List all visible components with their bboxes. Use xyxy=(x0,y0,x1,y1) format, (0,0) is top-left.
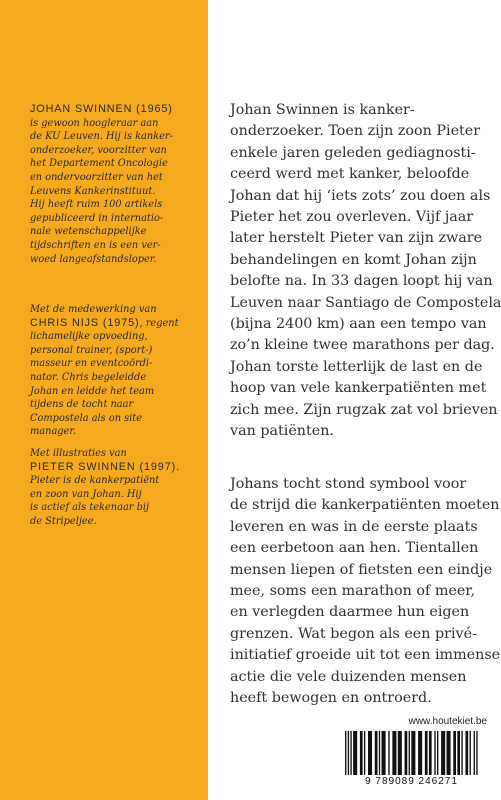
barcode-bar xyxy=(418,731,422,775)
author-info-panel xyxy=(0,0,208,800)
barcode-bar xyxy=(474,731,475,775)
author-bio xyxy=(30,103,204,266)
text-line: Leuvens Kankerinstituut. xyxy=(30,185,156,197)
text-line: een eerbetoon aan hen. Tientallen xyxy=(230,540,479,557)
text-line: enkele jaren geleden gediagnosti- xyxy=(230,144,476,161)
barcode-bar xyxy=(398,731,402,775)
illustrator-bio xyxy=(30,447,204,529)
text-line: Pieter het zou overleven. Vijf jaar xyxy=(230,209,474,226)
barcode-bar xyxy=(476,731,477,775)
barcode-bar xyxy=(457,731,460,775)
barcode-bar xyxy=(429,731,432,775)
text-line: Compostela als on site xyxy=(30,412,143,424)
text-line: masseur en eventcoördi- xyxy=(30,358,153,370)
barcode-bar xyxy=(353,731,357,775)
text-line: leveren en was in de eerste plaats xyxy=(230,518,478,535)
barcode-bar xyxy=(461,731,462,775)
illustrator-intro: Met illustraties van xyxy=(30,448,127,459)
barcode-bar xyxy=(437,731,438,775)
text-line: lichamelijke opvoeding, xyxy=(30,331,148,343)
text-line: personal trainer, (sport-) xyxy=(30,344,153,356)
text-line: grenzen. Wat begon als een privé- xyxy=(230,625,477,642)
barcode-bar xyxy=(411,731,415,775)
collaborator-intro: Met de medewerking van xyxy=(30,304,157,315)
barcode-bar xyxy=(470,731,471,775)
text-line: tijdschriften en is een ver- xyxy=(30,239,161,251)
text-line: nale wetenschappelijke xyxy=(30,226,147,238)
collaborator-name: CHRIS NIJS (1975) xyxy=(30,316,140,329)
text-line: Leuven naar Santiago de Compostela xyxy=(230,294,501,311)
text-line: onderzoeker. Toen zijn zoon Pieter xyxy=(230,123,481,140)
barcode-bar xyxy=(465,731,468,775)
barcode-bar xyxy=(388,731,389,775)
barcode-bar xyxy=(368,731,372,775)
text-line: behandelingen en komt Johan zijn xyxy=(230,251,477,268)
barcode-bar xyxy=(447,731,451,775)
text-line: initiatief groeide uit tot een immense xyxy=(230,647,501,664)
text-line: Johan en leidde het team xyxy=(30,385,155,397)
barcode-bar xyxy=(441,731,445,775)
isbn-number: 9 789089 246271 xyxy=(365,776,458,787)
barcode-bar xyxy=(379,731,380,775)
blurb-paragraph-2 xyxy=(230,474,501,709)
text-line: de strijd die kankerpatiënten moeten xyxy=(230,497,500,514)
barcode-bar xyxy=(350,731,351,775)
illustrator-name-suffix: . xyxy=(176,461,180,473)
text-line: manager. xyxy=(30,426,77,438)
barcode-bars xyxy=(345,731,479,775)
text-line: tijdens de tocht naar xyxy=(30,399,134,411)
text-line: (bijna 2400 km) aan een tempo van xyxy=(230,316,487,333)
barcode-bar xyxy=(382,731,386,775)
text-line: en zoon van Johan. Hij xyxy=(30,488,142,500)
illustrator-bio-lines xyxy=(30,474,204,528)
text-line: de KU Leuven. Hij is kanker- xyxy=(30,131,173,143)
barcode-bar xyxy=(364,731,365,775)
collaborator-name-suffix: , regent xyxy=(139,317,179,329)
barcode-bar xyxy=(405,731,408,775)
barcode-bar xyxy=(345,731,346,775)
text-line: en ondervoorzitter van het xyxy=(30,171,163,183)
text-line: woed langeafstandsloper. xyxy=(30,253,157,265)
text-line: Hij heeft ruim 100 artikels xyxy=(30,199,163,211)
illustrator-name-line xyxy=(30,461,204,475)
barcode-bar xyxy=(392,731,396,775)
text-line: is actief als tekenaar bij xyxy=(30,502,150,514)
text-line: heeft bewogen en ontroerd. xyxy=(230,690,432,707)
text-line: actie die vele duizenden mensen xyxy=(230,668,467,685)
text-line: zich mee. Zijn rugzak zat vol brieven xyxy=(230,401,498,418)
barcode-bar xyxy=(348,731,349,775)
text-line: mensen liepen of fietsten een eindje xyxy=(230,561,493,578)
barcode-bar xyxy=(425,731,428,775)
illustrator-name: PIETER SWINNEN (1997) xyxy=(30,460,177,473)
author-name: JOHAN SWINNEN (1965) xyxy=(30,103,173,115)
text-line: de Stripeljee. xyxy=(30,515,97,527)
text-line: gepubliceerd in internatio- xyxy=(30,212,164,224)
text-line: onderzoeker, voorzitter van xyxy=(30,144,167,156)
text-line: belofte na. In 33 dagen loopt hij van xyxy=(230,273,493,290)
text-line: Johans tocht stond symbool voor xyxy=(230,476,467,492)
publisher-website: www.houtekiet.be xyxy=(408,716,487,727)
text-line: Johan torste letterlijk de last en de xyxy=(230,358,483,375)
collaborator-bio-lines xyxy=(30,330,204,439)
barcode-bar xyxy=(409,731,410,775)
text-line: zo’n kleine twee marathons per dag. xyxy=(230,337,495,354)
barcode-bar xyxy=(453,731,456,775)
collaborator-name-line xyxy=(30,317,204,331)
text-line: nator. Chris begeleidde xyxy=(30,371,147,383)
text-line: van patiënten. xyxy=(230,423,334,440)
text-line: het Departement Oncologie xyxy=(30,158,168,170)
collaborator-bio xyxy=(30,303,204,439)
barcode-box xyxy=(331,712,492,787)
barcode-bar xyxy=(375,731,378,775)
text-line: Johan Swinnen is kanker- xyxy=(230,102,415,118)
barcode-bar xyxy=(434,731,435,775)
text-line: later herstelt Pieter van zijn zware xyxy=(230,230,483,247)
text-line: en verlegden daarmee hun eigen xyxy=(230,604,470,621)
barcode-bar xyxy=(360,731,363,775)
author-bio-lines xyxy=(30,117,204,267)
blurb-paragraph-1 xyxy=(230,100,501,443)
text-line: Pieter is de kankerpatiënt xyxy=(30,475,160,487)
text-line: Johan dat hij ‘iets zots’ zou doen als xyxy=(230,187,491,204)
text-line: ceerd werd met kanker, beloofde xyxy=(230,166,470,183)
text-line: mee, soms een marathon of meer, xyxy=(230,583,476,600)
text-line: is gewoon hoogleraar aan xyxy=(30,117,159,129)
text-line: hoop van vele kankerpatiënten met xyxy=(230,380,487,397)
